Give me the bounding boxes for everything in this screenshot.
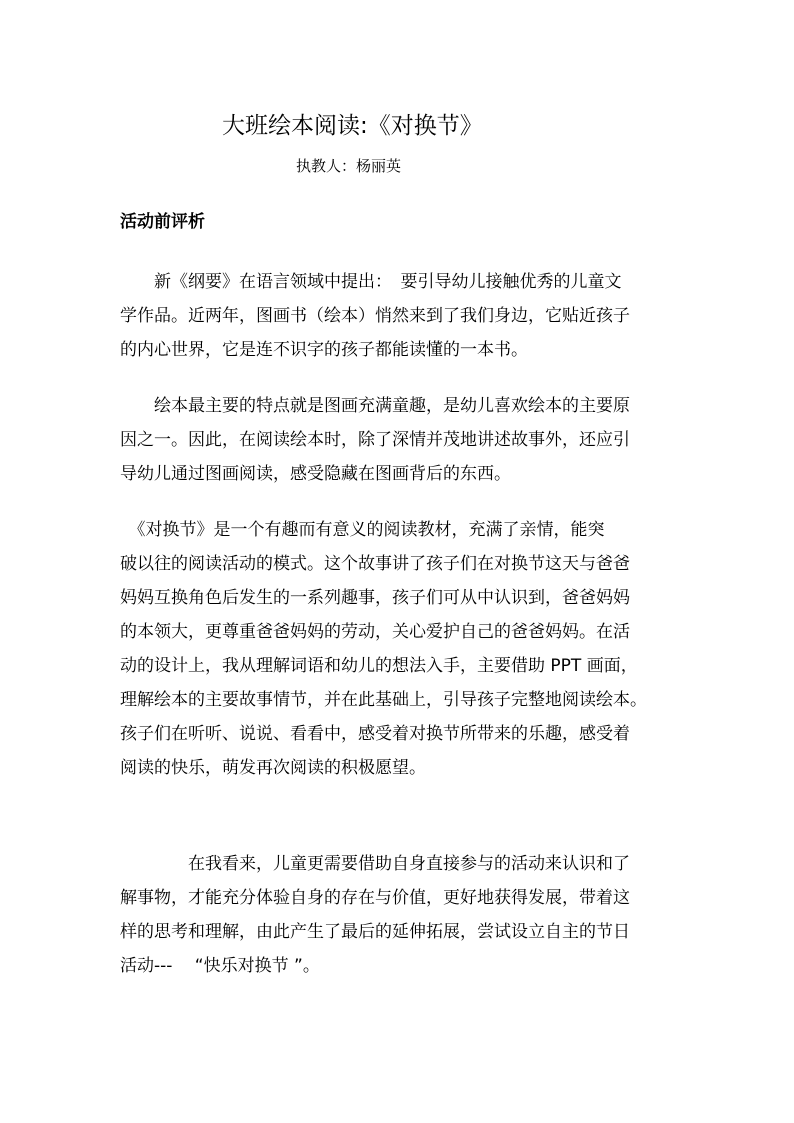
paragraph-line: 阅读的快乐，萌发再次阅读的积极愿望。 <box>120 758 426 778</box>
paragraph-line: 学作品。近两年，图画书（绘本）悄然来到了我们身边，它贴近孩子 <box>120 306 630 326</box>
paragraph-line: 导幼儿通过图画阅读，感受隐藏在图画背后的东西。 <box>120 464 511 484</box>
paragraph-line: 的本领大，更尊重爸爸妈妈的劳动，关心爱护自己的爸爸妈妈。在活 <box>120 622 630 642</box>
paragraph-line: 妈妈互换角色后发生的一系列趣事，孩子们可从中认识到，爸爸妈妈 <box>120 588 630 608</box>
paragraph-line: 破以往的阅读活动的模式。这个故事讲了孩子们在对换节这天与爸爸 <box>120 554 630 574</box>
paragraph-line: 的内心世界，它是连不识字的孩子都能读懂的一本书。 <box>120 340 528 360</box>
paragraph-line: 孩子们在听听、说说、看看中，感受着对换节所带来的乐趣，感受着 <box>120 724 630 744</box>
paragraph-line: 在我看来，儿童更需要借助自身直接参与的活动来认识和了 <box>120 854 630 874</box>
paragraph-2 <box>120 389 680 491</box>
section-heading: 活动前评析 <box>120 212 205 232</box>
paragraph-line: 因之一。因此，在阅读绘本时，除了深情并茂地讲述故事外，还应引 <box>120 430 630 450</box>
paragraph-line: 理解绘本的主要故事情节，并在此基础上，引导孩子完整地阅读绘本。 <box>120 690 647 710</box>
paragraph-line: 解事物，才能充分体验自身的存在与价值，更好地获得发展，带着这 <box>120 888 630 908</box>
author-line: 执教人：杨丽英 <box>296 157 402 175</box>
paragraph-4 <box>120 847 680 983</box>
paragraph-1 <box>120 265 680 367</box>
paragraph-line: 新《纲要》在语言领域中提出： 要引导幼儿接触优秀的儿童文 <box>120 272 622 292</box>
paragraph-line: 《对换节》是一个有趣而有意义的阅读教材，充满了亲情，能突 <box>120 520 605 540</box>
paragraph-line: 绘本最主要的特点就是图画充满童趣，是幼儿喜欢绘本的主要原 <box>120 396 630 416</box>
paragraph-line: 样的思考和理解，由此产生了最后的延伸拓展，尝试设立自主的节日 <box>120 922 630 942</box>
paragraph-line: 活动--- “快乐对换节 ”。 <box>120 956 320 976</box>
paragraph-line: 动的设计上，我从理解词语和幼儿的想法入手，主要借助 PPT 画面， <box>120 656 638 676</box>
paragraph-3 <box>120 513 680 785</box>
document-title: 大班绘本阅读:《对换节》 <box>222 113 483 139</box>
